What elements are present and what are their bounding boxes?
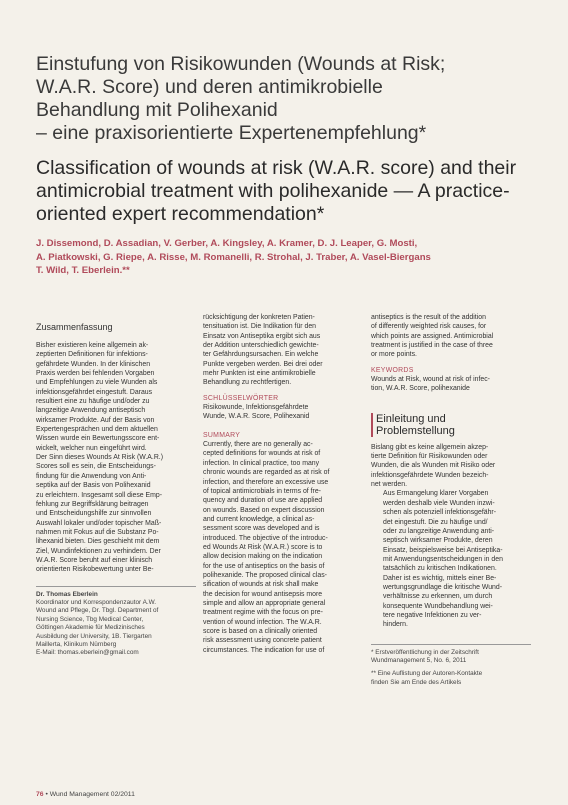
text-line: infection. In clinical practice, too many: [203, 459, 320, 467]
title-en-line: antimicrobial treatment with polihexanide — A practice-: [36, 180, 510, 202]
text-line: mehr Punkten ist eine antimikrobielle: [203, 370, 316, 378]
text-line: introduced. The objective of the introduc-: [203, 534, 328, 542]
text-line: werden deshalb viele Wunden inzwi-: [383, 499, 495, 507]
text-line: sessment score was developed and is: [203, 525, 320, 533]
text-line: rücksichtigung der konkreten Patien-: [203, 314, 315, 321]
footnote-line: * Erstveröffentlichung in der Zeitschrift: [371, 648, 479, 656]
title-en-line: Classification of wounds at risk (W.A.R. score) and their: [36, 157, 517, 179]
footnote-divider: [371, 644, 531, 645]
text-line: which points are assigned. Antimicrobial: [371, 332, 494, 340]
contact-box: [36, 591, 196, 658]
text-line: of topical antimicrobials in terms of fre-: [203, 487, 321, 495]
text-line: vention of wound infection. The W.A.R.: [203, 618, 322, 626]
text-line: hindern.: [383, 621, 408, 629]
contact-line: Nursing Science, Tbg Medical Center,: [36, 615, 144, 623]
contact-line: Dr. Thomas Eberlein: [36, 590, 98, 598]
title-de-line: Behandlung mit Polihexanid: [36, 99, 278, 121]
keywords-heading-german: SCHLÜSSELWÖRTER: [203, 394, 279, 402]
text-line: konsequente Wundbehandlung wei-: [383, 602, 493, 610]
contact-line: E-Mail: thomas.eberlein@gmail.com: [36, 649, 139, 657]
footnote-line: finden Sie am Ende des Artikels: [371, 678, 462, 686]
text-line: W.A.R. Score beruht auf einer klinisch: [36, 556, 153, 564]
text-line: Bislang gibt es keine allgemein akzep-: [371, 443, 489, 451]
text-line: infection, and therefore an excessive use: [203, 478, 329, 486]
text-line: Punkte vergeben werden. Bei drei oder: [203, 360, 323, 368]
contact-line: Ausbildung der University, 1B. Tiergarten: [36, 632, 152, 640]
text-line: langzeitige Anwendung antiseptisch: [36, 407, 146, 415]
text-line: Ziel, Wundinfektionen zu verhindern. Der: [36, 547, 161, 555]
text-line: the decision for wound antisepsis more: [203, 590, 323, 598]
text-line: fehlung zur Begriffsklärung beitragen: [36, 500, 149, 508]
authors-line: T. Wild, T. Eberlein.**: [36, 265, 130, 276]
text-line: sification of wounds at risk shall make: [203, 581, 319, 589]
keyword-line: Wounds at Risk, wound at risk of infec-: [371, 376, 490, 384]
text-line: cepted definitions for wounds at risk of: [203, 450, 321, 458]
text-line: net werden.: [371, 481, 408, 489]
text-line: lihexanid bieten. Dies geschieht mit dem: [36, 538, 160, 546]
journal-name: • Wund Management 02/2011: [45, 791, 135, 798]
text-line: und Empfehlungen zu viele Wunden als: [36, 379, 158, 387]
text-line: on wounds. Based on expert discussion: [203, 506, 325, 514]
text-line: wickelt, welcher nun eingeführt wird.: [36, 444, 147, 452]
abstract-german-continued: [203, 313, 363, 388]
text-line: Einsatz, beispielsweise bei Antiseptika-: [383, 546, 503, 554]
text-line: det eingestuft. Die zu häufige und/: [383, 518, 488, 526]
text-line: Wissen wurde ein Bewertungsscore ent-: [36, 435, 160, 443]
column-left: [36, 322, 196, 658]
text-line: score is based on a clinically oriented: [203, 628, 318, 635]
footnotes: [371, 649, 531, 688]
text-line: ed Wounds At Risk (W.A.R.) score is to: [203, 543, 323, 551]
authors-line: A. Piatkowski, G. Riepe, A. Risse, M. Romanelli, R. Strohal, J. Traber, A. Vasel-Biergans: [36, 251, 431, 263]
introduction-paragraph: [371, 443, 531, 490]
summary-english-continued: [371, 313, 531, 360]
text-line: tatsächlich zu kritischen Indikationen.: [383, 565, 497, 573]
text-line: der Addition unterschiedlich gewichte-: [203, 342, 319, 350]
page-footer: [36, 791, 135, 798]
keyword-line: Risikowunde, Infektionsgefährdete: [203, 404, 309, 412]
text-line: chronic wounds are regarded as at risk of: [203, 469, 330, 477]
contact-line: Koordinator und Korrespondenzautor A.W.: [36, 599, 157, 606]
text-line: for the use of antiseptics on the basis of: [203, 562, 325, 570]
keywords-heading-english: KEYWORDS: [371, 366, 414, 374]
footnote-line: Wundmanagement 5, No. 6, 2011: [371, 657, 467, 665]
text-line: resultiert eine zu häufige und/oder zu: [36, 398, 150, 406]
text-line: risk assessment using concrete patient: [203, 637, 322, 645]
title-en-line: oriented expert recommendation*: [36, 203, 325, 225]
text-line: treatment regime with the focus on pre-: [203, 609, 323, 617]
title-german: [36, 53, 536, 145]
column-right: [371, 313, 531, 687]
text-line: or more points.: [371, 351, 417, 359]
text-line: infektionsgefährdete Wunden bezeich-: [371, 471, 489, 479]
text-line: Bisher existieren keine allgemein ak-: [36, 342, 149, 349]
page-number: 76: [36, 791, 44, 798]
divider: [36, 586, 196, 587]
text-line: Daher ist es wichtig, mittels einer Be-: [383, 574, 497, 582]
text-line: gefährdete Wunden. In der klinischen: [36, 360, 151, 368]
text-line: zu erleichtern. Insgesamt soll diese Emp-: [36, 491, 162, 499]
text-line: quency and duration of use are applied: [203, 497, 323, 505]
contact-line: Wound and Pflege, Dr. Tbgl. Department of: [36, 607, 159, 615]
text-line: Wunden, die als Wunden mit Risiko oder: [371, 462, 496, 470]
text-line: findung für die Anwendung von Anti-: [36, 472, 147, 480]
text-line: Auswahl lokaler und/oder topischer Maß-: [36, 519, 162, 527]
text-line: wirksamer Produkte. Auf der Basis von: [36, 416, 155, 424]
contact-line: Göttingen Akademie für Medizinisches: [36, 624, 145, 632]
text-line: allow decision making on the indication: [203, 553, 323, 561]
author-list: [36, 237, 536, 278]
text-line: treatment is justified in the case of three: [371, 342, 493, 350]
text-line: septika auf der Basis von Polihexanid: [36, 482, 151, 490]
text-line: infektionsgefährdet eingestuft. Daraus: [36, 388, 153, 396]
text-line: Praxis werden bei fehlenden Vorgaben: [36, 370, 155, 378]
text-line: und Entscheidungshilfe zur sinnvollen: [36, 510, 152, 518]
title-english: [36, 157, 546, 226]
keyword-line: tion, W.A.R. Score, polihexanide: [371, 385, 470, 393]
contact-line: Maillerta, Klinikum Nürnberg: [36, 641, 117, 649]
text-line: septisch wirksamer Produkte, deren: [383, 537, 493, 545]
keywords-english: [371, 375, 531, 394]
text-line: ter Gefährdungsursachen. Ein welche: [203, 351, 319, 359]
text-line: Einsatz von Antiseptika ergibt sich aus: [203, 332, 321, 340]
text-line: mit Anwendungsentscheidungen in den: [383, 555, 503, 563]
authors-line: J. Dissemond, D. Assadian, V. Gerber, A. Kingsley, A. Kramer, D. J. Leaper, G. Mosti,: [36, 238, 418, 249]
section-heading-line: Einleitung und: [376, 412, 446, 425]
abstract-german: [36, 341, 196, 575]
section-heading-introduction: [371, 413, 531, 437]
text-line: polihexanide. The proposed clinical clas-: [203, 571, 327, 579]
abstract-heading-german: Zusammenfassung: [36, 322, 113, 332]
summary-heading: SUMMARY: [203, 431, 241, 439]
text-line: and current knowledge, a clinical as-: [203, 515, 315, 523]
text-line: Expertengesprächen und dem aktuellen: [36, 426, 158, 434]
text-line: nahmen mit Fokus auf die Substanz Po-: [36, 528, 159, 536]
text-line: circumstances. The indication for use of: [203, 646, 325, 654]
text-line: Aus Ermangelung klarer Vorgaben: [383, 490, 489, 498]
title-de-line: Einstufung von Risikowunden (Wounds at Risk;: [36, 53, 446, 75]
text-line: wertungsgrundlage die kritische Wund-: [383, 583, 502, 591]
keyword-line: Wunde, W.A.R. Score, Polihexanid: [203, 413, 310, 421]
text-line: antiseptics is the result of the addition: [371, 314, 486, 321]
footnote-line: ** Eine Auflistung der Autoren-Kontakte: [371, 670, 483, 678]
title-de-line: W.A.R. Score) und deren antimikrobielle: [36, 76, 383, 98]
text-line: zeptierten Definitionen für infektions-: [36, 351, 148, 359]
text-line: of differently weighted risk causes, for: [371, 323, 487, 331]
keywords-german: [203, 403, 363, 422]
text-line: orientierten Risikobewertung unter Be-: [36, 566, 154, 574]
text-line: tensituation ist. Die Indikation für den: [203, 323, 316, 331]
text-line: tierte Definition für Risikowunden oder: [371, 453, 488, 461]
section-heading-line: Problemstellung: [376, 424, 455, 437]
text-line: Scores soll es sein, die Entscheidungs-: [36, 463, 156, 471]
introduction-paragraph-2: [371, 489, 531, 629]
column-middle: [203, 313, 363, 655]
text-line: Behandlung zu rechtfertigen.: [203, 379, 292, 387]
title-de-line: – eine praxisorientierte Expertenempfehlung*: [36, 122, 427, 144]
text-line: verhältnisse zu erkennen, um durch: [383, 593, 493, 601]
text-line: simple and allow an appropriate general: [203, 599, 326, 607]
summary-english: [203, 440, 363, 655]
text-line: tere negative Infektionen zu ver-: [383, 611, 482, 619]
text-line: schen als potenziell infektionsgefähr-: [383, 509, 496, 517]
text-line: oder zu langzeitige Anwendung anti-: [383, 527, 495, 535]
text-line: Der Sinn dieses Wounds At Risk (W.A.R.): [36, 454, 164, 462]
text-line: Currently, there are no generally ac-: [203, 441, 313, 449]
